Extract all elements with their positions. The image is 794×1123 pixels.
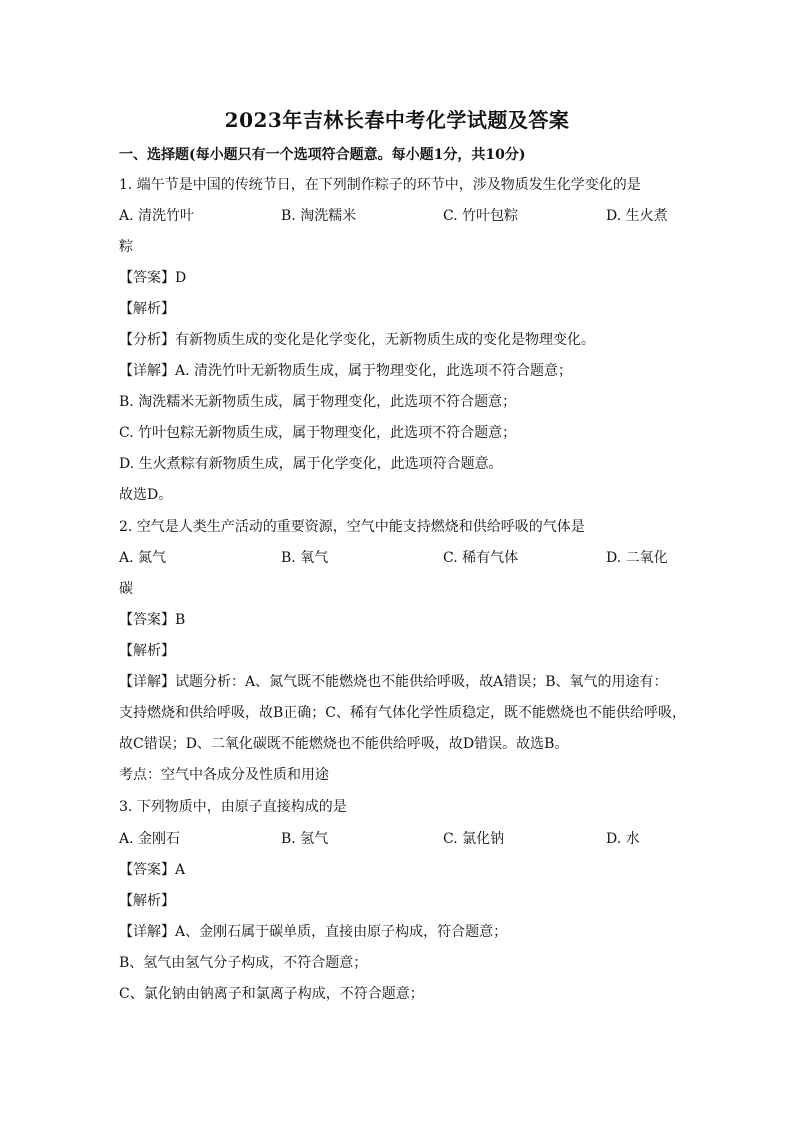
question-2-stem: 2. 空气是人类生产活动的重要资源，空气中能支持燃烧和供给呼吸的气体是 [119,519,585,535]
q3-detail-line: B、氢气由氢气分子构成，不符合题意； [119,955,368,971]
q1-detail-line: B. 淘洗糯米无新物质生成，属于物理变化，此选项不符合题意； [119,394,517,410]
q3-option-d: D. 水 [606,831,640,847]
q2-answer: 【答案】B [119,612,186,628]
q3-detail-line: 【详解】A、金刚石属于碳单质，直接由原子构成，符合题意； [119,924,508,940]
q2-detail-line: 故C错误；D、二氧化碳既不能燃烧也不能供给呼吸，故D错误。故选B。 [119,736,569,752]
q2-detail-line: 支持燃烧和供给呼吸，故B正确；C、稀有气体化学性质稳定，既不能燃烧也不能供给呼吸， [119,705,686,721]
q3-option-a: A. 金刚石 [119,831,181,847]
q2-analysis-label: 【解析】 [119,643,175,659]
page-title: 2023年吉林长春中考化学试题及答案 [224,108,570,132]
q2-option-wrap: 碳 [119,581,133,597]
question-1-stem: 1. 端午节是中国的传统节日，在下列制作粽子的环节中，涉及物质发生化学变化的是 [119,177,641,193]
q1-option-wrap: 粽 [119,239,133,255]
q1-option-c: C. 竹叶包粽 [443,208,519,224]
q1-option-d: D. 生火煮 [606,208,668,224]
q3-analysis-label: 【解析】 [119,893,175,909]
q3-answer: 【答案】A [119,862,186,878]
q2-option-b: B. 氧气 [281,550,329,566]
q1-detail-line: 【详解】A. 清洗竹叶无新物质生成，属于物理变化，此选项不符合题意； [119,363,573,379]
q1-answer: 【答案】D [119,270,187,286]
q2-detail-line: 【详解】试题分析：A、氮气既不能燃烧也不能供给呼吸，故A错误；B、氧气的用途有： [119,674,668,690]
q3-option-c: C. 氯化钠 [443,831,505,847]
q2-option-a: A. 氮气 [119,550,167,566]
q1-detail-line: 故选D。 [119,487,173,503]
q1-detail-line: C. 竹叶包粽无新物质生成，属于物理变化，此选项不符合题意； [119,425,517,441]
q1-detail-line: D. 生火煮粽有新物质生成，属于化学变化，此选项符合题意。 [119,456,503,472]
q3-detail-line: C、氯化钠由钠离子和氯离子构成，不符合题意； [119,986,424,1002]
q1-option-a: A. 清洗竹叶 [119,208,195,224]
q2-detail-line: 考点：空气中各成分及性质和用途 [119,767,329,783]
q1-option-b: B. 淘洗糯米 [281,208,357,224]
q1-analysis-label: 【解析】 [119,301,175,317]
question-3-stem: 3. 下列物质中，由原子直接构成的是 [119,799,347,815]
q3-option-b: B. 氢气 [281,831,329,847]
q2-option-c: C. 稀有气体 [443,550,519,566]
section-heading: 一、选择题(每小题只有一个选项符合题意。每小题1分，共10分) [119,147,526,163]
q1-fenxi: 【分析】有新物质生成的变化是化学变化，无新物质生成的变化是物理变化。 [119,332,595,348]
q2-option-d: D. 二氧化 [606,550,668,566]
